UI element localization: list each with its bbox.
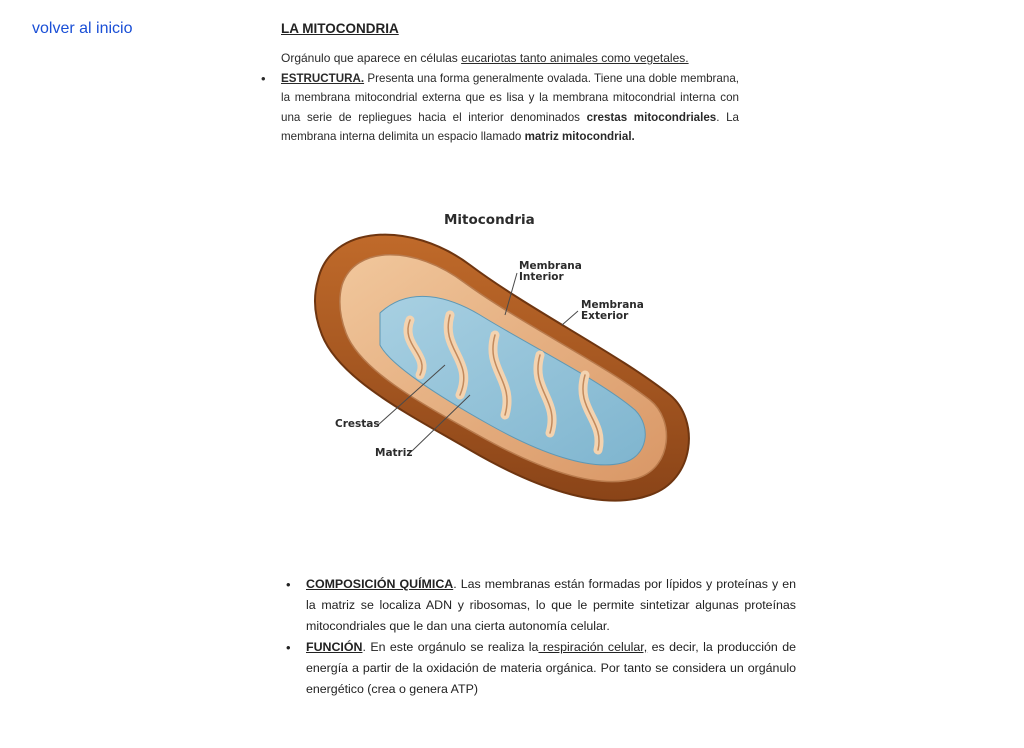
label-inner-membrane-1: Membrana	[519, 260, 582, 272]
page-title: LA MITOCONDRIA	[281, 21, 399, 36]
composition-heading: COMPOSICIÓN QUÍMICA	[306, 577, 454, 591]
structure-heading: ESTRUCTURA.	[281, 71, 365, 85]
structure-bold-2: matriz mitocondrial.	[524, 130, 635, 144]
structure-list	[261, 69, 739, 147]
mitochondria-figure	[300, 205, 700, 535]
function-text-1: . En este orgánulo se realiza la	[362, 640, 539, 654]
label-outer-membrane-2: Exterior	[581, 310, 629, 322]
bullet-icon: •	[286, 640, 291, 655]
function-item	[286, 637, 796, 700]
composition-item	[286, 574, 797, 637]
structure-text-1: Presenta una forma generalmente ovalada. Tiene una doble membrana, la membrana mitocondrial externa que es lisa y la membrana mitocondrial interna con una serie de repliegues hacia el interior denominados	[281, 71, 739, 124]
details-list	[286, 574, 797, 700]
structure-text-2: . La membrana interna delimita un espacio llamado	[281, 110, 739, 144]
function-underlined-text: respiración celular,	[538, 640, 648, 654]
mitochondria-illustration	[300, 205, 700, 535]
label-inner-membrane-2: Interior	[519, 271, 564, 283]
document-body	[261, 18, 801, 147]
structure-item	[261, 69, 739, 147]
function-text-2: es decir, la producción de energía a partir de la oxidación de materia orgánica. Por tanto se considera un orgánulo energético (crea o genera ATP)	[306, 640, 796, 696]
label-matrix: Matriz	[375, 447, 413, 459]
composition-text: . Las membranas están formadas por lípidos y proteínas y en la matriz se localiza ADN y ribosomas, lo que le permite sintetizar algunas proteínas mitocondriales que le dan una cierta autonomía celular.	[306, 577, 797, 633]
label-crests: Crestas	[335, 418, 380, 430]
intro-text: Orgánulo que aparece en células	[281, 51, 462, 65]
bullet-icon: •	[261, 70, 266, 86]
structure-bold-1: crestas mitocondriales	[586, 110, 717, 124]
intro-underlined-text: eucariotas tanto animales como vegetales.	[461, 51, 689, 65]
bullet-icon: •	[286, 577, 291, 592]
function-heading: FUNCIÓN	[306, 640, 363, 654]
figure-title: Mitocondria	[444, 212, 535, 228]
label-outer-membrane-1: Membrana	[581, 299, 644, 311]
intro-paragraph	[281, 49, 801, 69]
back-to-home-link[interactable]: volver al inicio	[32, 20, 133, 37]
